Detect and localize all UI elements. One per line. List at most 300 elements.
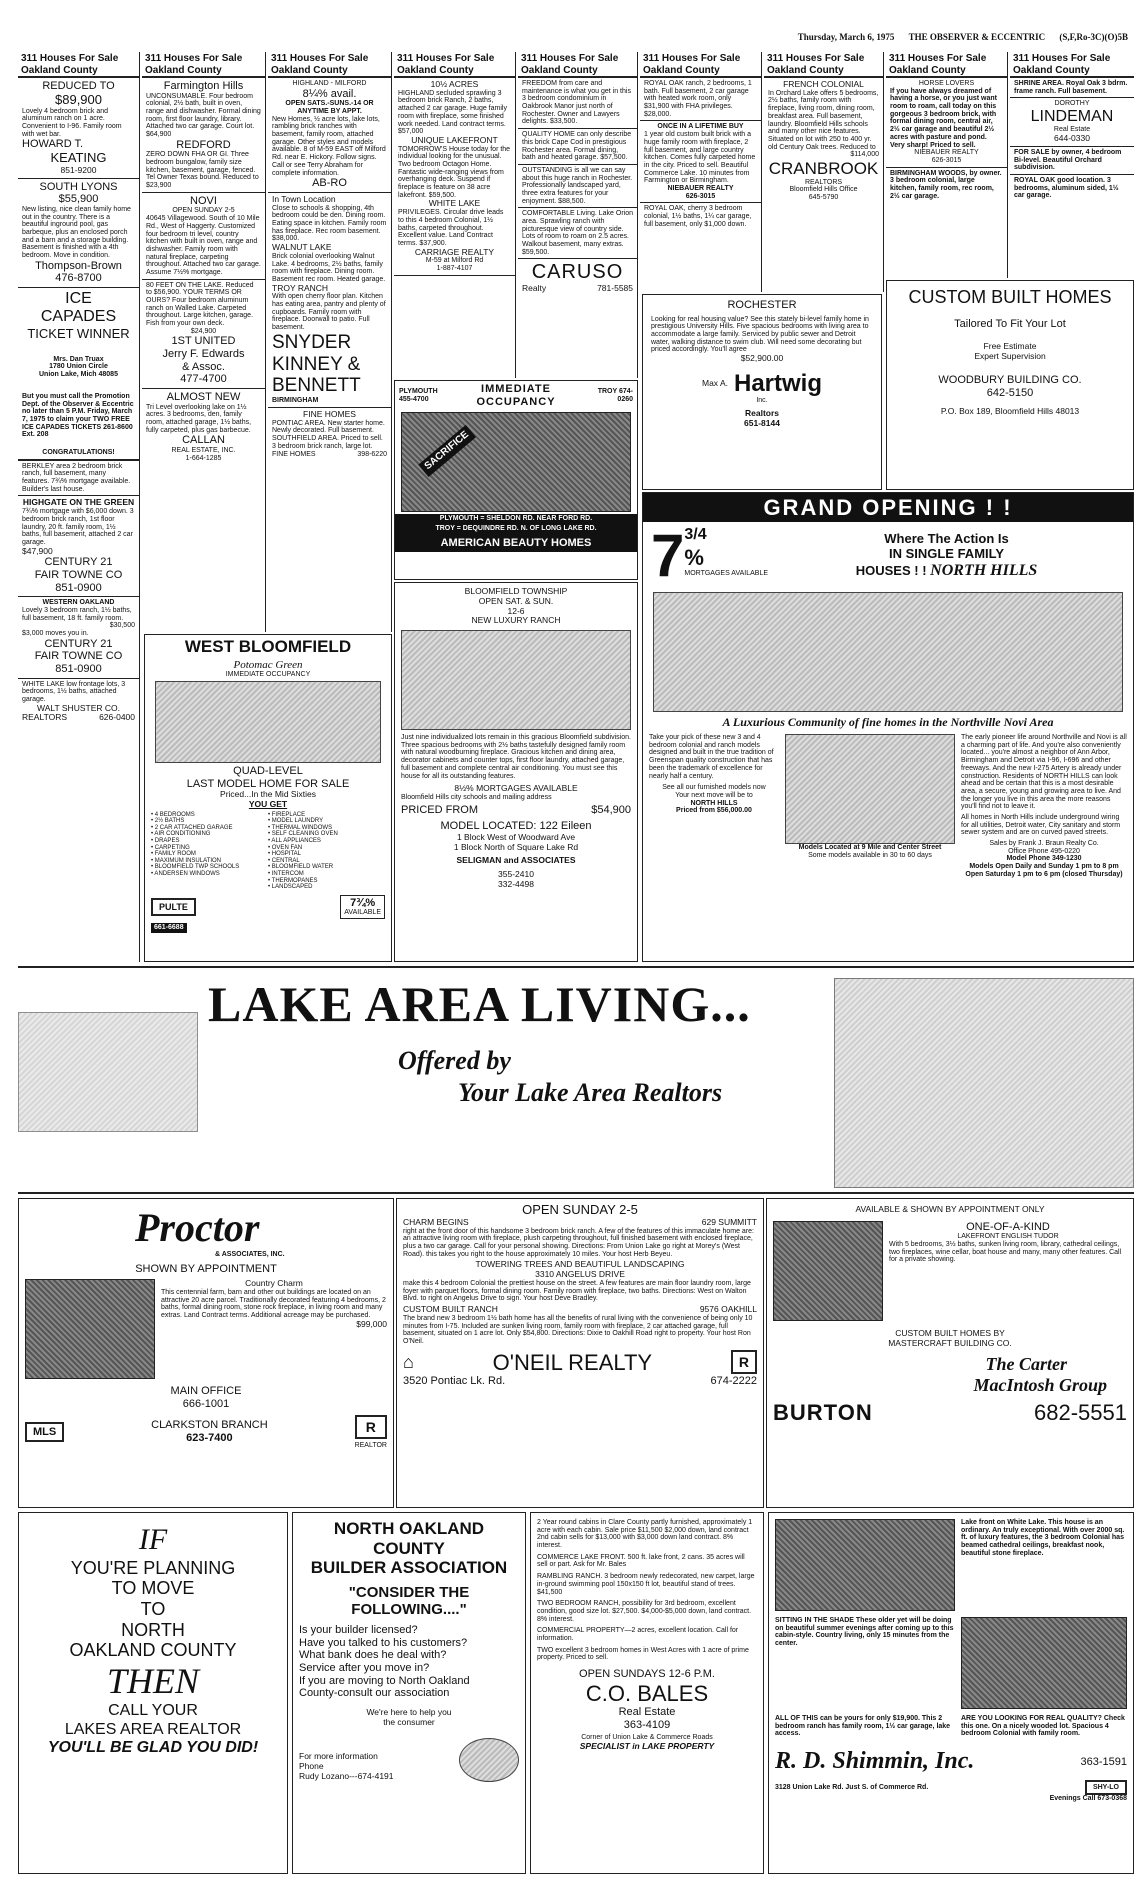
ad-shown: SHOWN BY APPOINTMENT bbox=[135, 1262, 277, 1275]
header-date: Thursday, March 6, 1975 bbox=[797, 32, 895, 42]
column-9 bbox=[1010, 52, 1134, 278]
q6: County-consult our association bbox=[299, 1687, 450, 1700]
ad-text: Lovely 3 bedroom ranch, 1½ baths, full basement, 18 ft. family room. bbox=[22, 606, 132, 622]
ad-title-3: WHITE LAKE bbox=[428, 198, 481, 209]
ad-spec: SPECIALIST in LAKE PROPERTY bbox=[579, 1740, 715, 1751]
ad-oneil bbox=[396, 1198, 764, 1508]
pulte-logo: PULTE bbox=[151, 898, 196, 916]
ad-price: $89,900 bbox=[55, 91, 102, 107]
feature-item: • FAMILY ROOM bbox=[151, 851, 196, 858]
ad-expert: Expert Supervision bbox=[974, 351, 1046, 362]
ad-phone: 851-0900 bbox=[55, 581, 102, 594]
models-loc: Models Located at 9 Mile and Center Street bbox=[798, 844, 942, 852]
ad-phone: 644-0330 bbox=[1054, 133, 1090, 144]
column-header: 311 Houses For Sale Oakland County bbox=[640, 52, 761, 78]
ad-text-2: SOUTHFIELD AREA. Priced to sell. 3 bedroom brick ranch, large lot. bbox=[272, 435, 383, 450]
ad-open: OPEN SAT. & SUN. bbox=[478, 595, 554, 606]
ad-proctor bbox=[18, 1198, 394, 1508]
avail: Some models available in 30 to 60 days bbox=[808, 851, 932, 859]
ad-text: BIRMINGHAM WOODS, by owner. 3 bedroom colonial, large kitchen, family room, rec room, 2½ car garage. bbox=[890, 169, 1002, 200]
ad-title: HIGHLAND - MILFORD bbox=[292, 80, 367, 87]
column-3 bbox=[268, 52, 392, 632]
all-of-text: ALL OF THIS can be yours for only $19,900. This 2 bedroom ranch has family room, 1½ car garage, lake access. bbox=[775, 1715, 951, 1738]
ad-evenings: Evenings Call 673-0368 bbox=[1049, 1795, 1127, 1803]
furnished: See all our furnished models now bbox=[662, 784, 766, 792]
ad-phone: 674-2222 bbox=[710, 1374, 757, 1387]
ad-addr: 3128 Union Lake Rd. Just S. of Commerce Rd. bbox=[775, 1783, 929, 1791]
north-hills-logo: NORTH HILLS bbox=[930, 562, 1038, 580]
ad-plymouth: PLYMOUTH 455-4700 bbox=[399, 387, 438, 403]
ad-title-3: CUSTOM BUILT RANCH bbox=[403, 1304, 498, 1315]
ad-text: OUTSTANDING is all we can say about this huge ranch in Rochester. Professionally landscaped yard, three extra features for your enjoyment. $88,500. bbox=[522, 166, 633, 205]
ad-hours: 12-6 bbox=[507, 605, 525, 616]
ad-main-phone: 666-1001 bbox=[182, 1397, 230, 1410]
feature-item: • ANDERSEN WINDOWS bbox=[151, 871, 220, 878]
ad-text: 80 FEET ON THE LAKE. Reduced to $56,900. YOUR TERMS OR OURS? Four bedroom aluminum ranch on Walled Lake. Carpeted throughout. Large kitchen, garage. Fish from your own deck. bbox=[146, 281, 254, 328]
ad-price: $47,900 bbox=[22, 545, 53, 556]
ad-price: $64,900 bbox=[146, 131, 172, 139]
ad-phone: 398-6220 bbox=[357, 450, 387, 458]
ad-block-2: 1 Block North of Square Lake Rd bbox=[453, 841, 579, 852]
ad-title-3: TROY RANCH bbox=[272, 282, 329, 293]
are-you-text: ARE YOU LOOKING FOR REAL QUALITY? Check this one. On a nicely wooded lot. Spacious 4 bedroom Colonial with family room. bbox=[961, 1715, 1125, 1738]
ad-western bbox=[18, 597, 139, 678]
ad-broker: WALT SHUSTER CO. bbox=[37, 702, 120, 713]
ad-sub: Potomac Green bbox=[233, 658, 303, 671]
column-header: 311 Houses For Sale Oakland County bbox=[518, 52, 637, 78]
ad-text: New listing, nice clean family home out in the country. There is a beautiful inground pool, gas barbeque, plus an enclosed porch and a barn and a storage building. Basement is finished with a 4th bedroom. Move in condition. bbox=[22, 205, 131, 260]
ad-phone: 851-9200 bbox=[60, 164, 97, 175]
ad-po: P.O. Box 189, Bloomfield Hills 48013 bbox=[940, 406, 1080, 417]
ad-phone: 626-3015 bbox=[931, 156, 962, 164]
glad-line: YOU'LL BE GLAD YOU DID! bbox=[47, 1739, 259, 1757]
column-header: 311 Houses For Sale Oakland County bbox=[394, 52, 515, 78]
q1: Is your builder licensed? bbox=[299, 1624, 418, 1637]
ad-shimmin bbox=[768, 1512, 1134, 1874]
hours: Models Open Daily and Sunday 1 pm to 8 pm bbox=[969, 863, 1119, 871]
ad-new: NEW LUXURY RANCH bbox=[471, 615, 561, 626]
sacrifice-banner: SACRIFICE bbox=[418, 425, 475, 477]
ad-realtors: REALTORS bbox=[22, 712, 68, 723]
ad-broker-sub: REAL ESTATE, INC. bbox=[171, 447, 236, 455]
shimmin-logo: R. D. Shimmin, Inc. bbox=[775, 1748, 975, 1775]
ad-city: BIRMINGHAM bbox=[272, 397, 319, 405]
ad-agent: HOWARD T. bbox=[22, 138, 84, 151]
ad-price: $99,000 bbox=[356, 1318, 387, 1329]
carter-logo: The Carter bbox=[985, 1354, 1067, 1375]
ad-highgate bbox=[18, 496, 139, 597]
priced: Priced from $56,000.00 bbox=[676, 807, 752, 815]
ad-broker: SELIGMAN and ASSOCIATES bbox=[456, 855, 576, 866]
ad-mortgages: 8½% MORTGAGES AVAILABLE bbox=[454, 783, 578, 794]
ad-text: right at the front door of this handsome 3 bedroom brick ranch. A few of the features of this immaculate home are: an attractive living room with fireplace, plush carpeting throughout, full finished basement with enclosed fireplace, plus a two car garage. Call for your personal showing. Directions: From Union Lake go right at Morey's (West Road). this takes you right to the house approximately 10 miles. Your host Herb Beyeu. bbox=[403, 1227, 754, 1258]
ad-broker: Hartwig bbox=[733, 369, 822, 397]
feature-item: • INTERCOM bbox=[268, 871, 304, 878]
ad-phone: 642-5150 bbox=[986, 386, 1034, 399]
oakland-line: OAKLAND COUNTY bbox=[69, 1640, 237, 1661]
winner-city: Union Lake, Mich 48085 bbox=[39, 371, 118, 379]
ad-banner: GRAND OPENING ! ! bbox=[643, 493, 1133, 522]
tagline-3: HOUSES ! ! bbox=[855, 563, 927, 579]
ad-text: 1 year old custom built brick with a huge family room with fireplace, 2 full basement, and large country kitchen. Comes fully carpeted home in the city. Priced to sell. Beautiful Commerce Lake. 10 minutes from Farmington or Birmingham. bbox=[644, 131, 756, 185]
right-text: The early pioneer life around Northville and Novi is all a charming part of life. And you're also conveniently located... you're almost a neighbor of Ann Arbor, Birmingham and Detroit via I-96, I-696 and other freeways. And the new I-275 Artery is already under construction. Residents of NORTH HILLS can look ahead and be certain that this is a most desirable area, a secure, young and growing area to live. And the longer you live in this area the more reasons you'll find not to leave it. bbox=[961, 734, 1127, 811]
ad-broker-2: KINNEY & bbox=[272, 353, 361, 375]
column-header: 311 Houses For Sale Oakland County bbox=[1010, 52, 1134, 78]
ad-title: CHARM BEGINS bbox=[403, 1216, 469, 1227]
ad-addr: M-59 at Milford Rd bbox=[425, 257, 484, 265]
right-text-2: All homes in North Hills include underground wiring for all utilities, Detroit water, City sanitary and storm sewer system and are on curved paved streets. bbox=[961, 813, 1121, 837]
lake-drawing-right bbox=[834, 978, 1134, 1188]
ad-agent-2: & Assoc. bbox=[182, 360, 225, 373]
ad-title: 10½ ACRES bbox=[430, 79, 479, 89]
ad-main: MAIN OFFICE bbox=[170, 1385, 242, 1398]
ad-title: Farmington Hills bbox=[163, 80, 244, 92]
ad-title-2: BUILDER ASSOCIATION bbox=[310, 1558, 508, 1578]
ad-title: REDUCED TO bbox=[42, 80, 115, 92]
location-map bbox=[785, 734, 955, 844]
t1: 2 Year round cabins in Clare County partly furnished, approximately 1 acre with each cabin. Sale price $11,500 $2,000 down, land contract 2nd cabin sells for $13,000 with $3,000 down land contract. 8% interest. bbox=[537, 1519, 753, 1550]
ad-agent: Jerry F. Edwards bbox=[162, 348, 245, 361]
ad-builder-association bbox=[292, 1512, 526, 1874]
ad-if-planning bbox=[18, 1512, 288, 1874]
ad-title: CUSTOM BUILT HOMES bbox=[908, 287, 1112, 307]
ad-branch-phone: 623-7400 bbox=[186, 1432, 233, 1444]
ad-caruso bbox=[518, 259, 637, 296]
ad-ice-capades bbox=[18, 288, 139, 461]
ad-text: FREEDOM from care and maintenance is what you get in this 3 bedroom condominium in Oakbrook Manor just north of Rochester. Owner and Lawyers delights. $33,500. bbox=[522, 80, 631, 126]
ad-phone: 682-5551 bbox=[1034, 1399, 1127, 1425]
ad-once bbox=[640, 121, 761, 203]
phone-label: Phone bbox=[299, 1760, 324, 1771]
ad-broker: LINDEMAN bbox=[1030, 108, 1114, 126]
ad-title: FRENCH COLONIAL bbox=[783, 79, 864, 89]
ad-phone: 355-2410 bbox=[498, 869, 534, 880]
ad-title: WEST BLOOMFIELD bbox=[184, 637, 352, 656]
ice-text: But you must call the Promotion Dept. of the Observer & Eccentric no later than 5 P.M. Friday, March 7, 1975 to claim your TWO FREE ICE CAPADES TICKETS 261-8600 Ext. 208 bbox=[22, 392, 134, 439]
ad-title-2: OCCUPANCY bbox=[476, 395, 556, 408]
ad-text: If you have always dreamed of having a horse, or you just want room to roam, call today on this gorgeous 3 bedroom brick, with formal dining room, central air, 2½ car garage and beautiful 2½ acres with pasture and pond. Very sharp! Priced to sell. bbox=[890, 87, 997, 149]
ad-broker: CENTURY 21 bbox=[44, 637, 113, 650]
ad-text: ROYAL OAK good location. 3 bedrooms, aluminum sided, 1½ car garage. bbox=[1014, 176, 1119, 200]
ad-broker-sub: Real Estate bbox=[1053, 126, 1091, 134]
ad-french bbox=[764, 78, 883, 204]
ad-grand-opening bbox=[642, 492, 1134, 962]
ad-highland bbox=[268, 78, 391, 193]
ad-text: With 5 bedrooms, 3½ baths, sunken living room, library, cathedral ceilings, two fireplaces, wine cellar, boat house and many, many other features. Call for a private showing. bbox=[889, 1241, 1122, 1264]
ad-price: $30,500 bbox=[109, 622, 135, 630]
to-line: TO bbox=[140, 1598, 166, 1619]
ad-avail: AVAILABLE bbox=[344, 909, 381, 917]
lake-offered: Offered by bbox=[398, 1046, 511, 1075]
column-4 bbox=[394, 52, 516, 378]
ad-rate: 7¾% bbox=[350, 896, 376, 909]
tudor-photo bbox=[773, 1221, 883, 1321]
tagline-2: IN SINGLE FAMILY bbox=[888, 546, 1005, 562]
farm-photo bbox=[25, 1279, 155, 1379]
feature-item: • 2½ BATHS bbox=[151, 818, 185, 825]
ad-consider: "CONSIDER THE FOLLOWING...." bbox=[348, 1583, 470, 1618]
ad-broker-2: FAIR TOWNE CO bbox=[34, 569, 123, 581]
ad-broker: WOODBURY BUILDING CO. bbox=[938, 373, 1082, 386]
ad-agent-name: KEATING bbox=[50, 149, 107, 165]
ad-broker: AB-RO bbox=[312, 177, 347, 190]
ad-agent: DOROTHY bbox=[1054, 100, 1090, 108]
left-text: Take your pick of these new 3 and 4 bedroom colonial and ranch models designed and built in the true tradition of Greenspan quality construction that has been the trademark of excellence for nearly half a century. bbox=[649, 734, 774, 780]
ad-title: HORSE LOVERS bbox=[918, 80, 975, 87]
ad-text: Lovely 4 bedroom brick and aluminum ranch on 1 acre. Convenient to I-96. Family room with wet bar. bbox=[22, 107, 122, 138]
ad-last: LAST MODEL HOME FOR SALE bbox=[186, 777, 350, 790]
feature-item: • ALL APPLIANCES bbox=[268, 838, 321, 845]
ad-royal bbox=[640, 78, 761, 121]
realtor-r-icon: R bbox=[355, 1415, 387, 1439]
ad-rochester bbox=[642, 294, 882, 490]
ad-phone: 626-0400 bbox=[99, 712, 135, 723]
ad-price: $55,900 bbox=[58, 193, 99, 206]
lakes-line: LAKES AREA REALTOR bbox=[64, 1720, 242, 1738]
ad-schools: Bloomfield Hills city schools and mailing address bbox=[401, 793, 552, 801]
ad-immediate-occupancy bbox=[394, 380, 638, 580]
ad-burton bbox=[766, 1198, 1134, 1508]
ad-text: HIGHLAND secluded sprawling 3 bedroom brick Ranch, 2 baths, attached 2 car garage. Huge family room with fireplace, some finished work needed. Land contract terms. bbox=[398, 89, 507, 128]
ad-lake bbox=[142, 280, 265, 389]
column-header: 311 Houses For Sale Oakland County bbox=[268, 52, 391, 78]
ad-brand: AMERICAN BEAUTY HOMES bbox=[395, 534, 637, 553]
q4: Service after you move in? bbox=[299, 1662, 430, 1675]
info: For more information bbox=[299, 1751, 378, 1762]
ad-broker-sub: REALTORS bbox=[804, 178, 843, 186]
house-drawing bbox=[155, 681, 381, 763]
house-icon: ⌂ bbox=[403, 1351, 414, 1372]
ad-text: PONTIAC AREA. New starter home. Newly decorated. Full basement. bbox=[272, 419, 385, 435]
feature-item: • AIR CONDITIONING bbox=[151, 831, 211, 838]
ad-outstanding bbox=[518, 165, 637, 208]
column-header: 311 Houses For Sale Oakland County bbox=[886, 52, 1007, 78]
ad-title: In Town Location bbox=[272, 193, 336, 204]
ad-phone: 661-6688 bbox=[151, 923, 187, 933]
ad-broker: CENTURY 21 bbox=[44, 556, 113, 569]
rate-percent: % bbox=[684, 544, 704, 570]
ad-text: BERKLEY area 2 bedroom brick ranch, full basement, many features. 7¾% mortgage available. Builder's last house. bbox=[22, 462, 131, 493]
feature-item: • FIREPLACE bbox=[268, 811, 306, 818]
help-2: the consumer bbox=[383, 1716, 435, 1727]
ad-real: Real Estate bbox=[618, 1705, 676, 1718]
q2: Have you talked to his customers? bbox=[299, 1636, 468, 1649]
ad-phone: 476-8700 bbox=[55, 272, 102, 285]
realtor-label: REALTOR bbox=[354, 1441, 387, 1449]
ad-royal-2 bbox=[640, 203, 761, 230]
ad-text: Tri Level overlooking lake on 1½ acres. 3 bedrooms, den, family room, attached garage, 1½ baths, fully carpeted, plus gas barbecue. bbox=[146, 403, 252, 434]
ad-troy: TROY 674-0260 bbox=[597, 387, 633, 403]
rate-fraction: 3/4 bbox=[684, 526, 707, 544]
ad-berkley bbox=[18, 461, 139, 497]
realtor-r-icon: R bbox=[731, 1350, 757, 1374]
ad-broker: FINE HOMES bbox=[272, 450, 316, 458]
ad-inc: Inc. bbox=[756, 397, 768, 405]
t5: COMMERCIAL PROPERTY—2 acres, excellent location. Call for information. bbox=[537, 1627, 739, 1642]
ad-broker: CARRIAGE REALTY bbox=[414, 246, 495, 257]
lake-drawing-left bbox=[18, 1012, 198, 1132]
ad-price: $114,000 bbox=[850, 151, 879, 159]
ad-price: $24,900 bbox=[190, 327, 217, 335]
ad-freedom bbox=[518, 78, 637, 129]
ad-yougt: YOU GET bbox=[248, 798, 288, 809]
ad-text: WHITE LAKE low frontage lots, 3 bedrooms, 1½ baths, attached garage. bbox=[22, 680, 126, 704]
luxurious: A Luxurious Community of fine homes in the Northville Novi Area bbox=[722, 715, 1054, 730]
ad-model-loc: MODEL LOCATED: 122 Eileen bbox=[440, 820, 592, 833]
ad-open: OPEN SUNDAYS 12-6 P.M. bbox=[579, 1668, 715, 1680]
ad-broker: NIEBAUER REALTY bbox=[667, 184, 734, 192]
column-6 bbox=[640, 52, 762, 292]
office-phone: Office Phone 495-0220 bbox=[1008, 847, 1080, 855]
ad-addr: PLYMOUTH = SHELDON RD. NEAR FORD RD. bbox=[395, 514, 637, 524]
help: We're here to help you bbox=[366, 1706, 452, 1717]
ad-royal-oak bbox=[1010, 175, 1134, 202]
ad-office: Bloomfield Hills Office bbox=[789, 186, 858, 194]
ad-bales bbox=[530, 1512, 764, 1874]
ad-price: $54,900 bbox=[591, 803, 631, 816]
north-line: NORTH bbox=[121, 1619, 185, 1640]
ad-price-2: $23,900 bbox=[146, 182, 172, 190]
ad-text: FOR SALE by owner, 4 bedroom Bi-level. Beautiful Orchard subdivision. bbox=[1014, 148, 1122, 172]
ad-text: 40645 Villagewood. South of 10 Mile Rd., West of Haggerty. Customized four bedroom tri level, country kitchen with built in oven, range and dishwasher. Family room with natural fireplace, carpeting throughout. Attached two car garage. Assume 7½% mortgage. bbox=[146, 215, 261, 276]
ad-imm: IMMEDIATE OCCUPANCY bbox=[225, 671, 311, 679]
ad-text: Looking for real housing value? See this stately bi-level family home in prestigious University Hills. Five spacious bedrooms with living area to accommodate a large family. Serviced by public sewer and Detroit water, walking distance to swim club. Will need some decorating but priced accordingly. You'll agree bbox=[651, 315, 869, 354]
ad-rate: 8¼% bbox=[302, 87, 328, 100]
ad-phone: 1-664-1285 bbox=[185, 454, 222, 462]
ad-title: ONE-OF-A-KIND bbox=[966, 1220, 1050, 1233]
feature-item: • LANDSCAPED bbox=[268, 884, 313, 891]
feature-item: • THERMAL WINDOWS bbox=[268, 824, 333, 831]
ad-fine-homes bbox=[268, 408, 391, 460]
ad-broker: SNYDER bbox=[272, 331, 352, 353]
header-paper: THE OBSERVER & ECCENTRIC bbox=[908, 32, 1046, 42]
column-header: 311 Houses For Sale Oakland County bbox=[18, 52, 139, 78]
ad-phone: 363-1591 bbox=[1080, 1755, 1127, 1768]
ad-title: FINE HOMES bbox=[303, 408, 356, 419]
ad-farmington bbox=[142, 78, 265, 193]
ad-text: UNCONSUMABLE. Four bedroom colonial, 2½ bath, built in oven, range and dishwasher. Formal dining room, first floor laundry, library. Attached two car garage. Court lot. bbox=[146, 92, 261, 131]
ad-text-3: PRIVILEGES. Circular drive leads to this 4 bedroom Colonial, 1½ baths, carpeted throughout. Excellent value. Land Contract terms. $37,900. bbox=[398, 209, 504, 247]
page-header bbox=[786, 32, 1128, 42]
ad-text: SHRINE AREA. Royal Oak 3 bdrm. frame ranch. Full basement. bbox=[1014, 80, 1128, 95]
t3: RAMBLING RANCH. 3 bedroom newly redecorated, new carpet, large in-ground swimming pool 150x150 ft lot, beautiful stand of trees. $41,500 bbox=[537, 1573, 755, 1596]
hours-2: Open Saturday 1 pm to 6 pm (closed Thursday) bbox=[965, 870, 1123, 878]
column-header: 311 Houses For Sale Oakland County bbox=[764, 52, 883, 78]
ad-birmingham-woods bbox=[886, 168, 1007, 203]
ad-open: OPEN SATS.-SUNS.-14 OR ANYTIME BY APPT. bbox=[285, 100, 374, 116]
feature-item: • CENTRAL bbox=[268, 857, 300, 864]
ad-broker: CRANBROOK bbox=[768, 158, 879, 178]
feature-item: • THERMOPANES bbox=[268, 877, 318, 884]
ad-footer bbox=[22, 713, 135, 723]
proctor-assoc: & ASSOCIATES, INC. bbox=[215, 1251, 285, 1258]
feature-item: • SELF CLEANING OVEN bbox=[268, 831, 338, 838]
ad-title-2: REDFORD bbox=[176, 138, 231, 151]
model-phone: Model Phone 349-1230 bbox=[1006, 855, 1082, 863]
q3: What bank does he deal with? bbox=[299, 1649, 447, 1662]
move-line: TO MOVE bbox=[111, 1578, 195, 1599]
winner-name: Mrs. Dan Truax bbox=[53, 355, 104, 363]
proctor-logo: Proctor bbox=[135, 1205, 260, 1250]
feature-item: • 4 BEDROOMS bbox=[151, 811, 195, 818]
ad-broker: C.O. BALES bbox=[585, 1680, 709, 1706]
then-line: THEN bbox=[106, 1660, 200, 1701]
ad-phone: 645-5790 bbox=[808, 193, 839, 201]
ad-phone-2: 332-4498 bbox=[498, 878, 534, 889]
ad-charm: Country Charm bbox=[245, 1278, 303, 1289]
ad-down: $3,000 moves you in. bbox=[22, 630, 89, 638]
ad-broker: O'NEIL REALTY bbox=[492, 1349, 653, 1375]
ad-broker-3: BENNETT bbox=[272, 375, 361, 397]
sitting-text: SITTING IN THE SHADE These older yet will be doing on beautiful summer evenings after coming up to this cabin-style. Country living, only 15 minutes from the center. bbox=[775, 1617, 954, 1648]
ad-phone: 363-4109 bbox=[623, 1718, 671, 1731]
congrats: CONGRATULATIONS! bbox=[42, 448, 115, 456]
ad-horse bbox=[886, 78, 1007, 168]
ice-ticket: TICKET WINNER bbox=[27, 325, 130, 341]
ad-price: $57,000 bbox=[398, 128, 424, 136]
ad-broker: CALLAN bbox=[182, 434, 225, 447]
carter-logo-2: MacIntosh Group bbox=[973, 1374, 1107, 1395]
planning-line: YOU'RE PLANNING bbox=[70, 1557, 236, 1578]
winner-addr: 1780 Union Circle bbox=[49, 363, 108, 371]
column-2 bbox=[142, 52, 266, 632]
ad-corner: Corner of Union Lake & Commerce Roads bbox=[581, 1734, 713, 1742]
ad-open: OPEN SUNDAY 2-5 bbox=[522, 1202, 638, 1217]
ad-title: WESTERN OAKLAND bbox=[42, 599, 115, 607]
ice-title: ICE bbox=[65, 290, 92, 308]
next-move: Your next move will be to bbox=[675, 791, 753, 799]
if-line: IF bbox=[138, 1523, 168, 1556]
ad-title-2: UNIQUE LAKEFRONT bbox=[411, 134, 498, 145]
ad-forsale bbox=[1010, 147, 1134, 175]
ad-title: SOUTH LYONS bbox=[39, 180, 118, 193]
lake-realtors: Your Lake Area Realtors bbox=[458, 1078, 723, 1107]
ad-custom-built bbox=[886, 280, 1134, 490]
ad-priced-from: PRICED FROM bbox=[401, 803, 478, 816]
rate-mortgages: MORTGAGES AVAILABLE bbox=[684, 569, 769, 577]
feature-item: • MAXIMUM INSULATION bbox=[151, 857, 221, 864]
ad-title: NOVI bbox=[190, 194, 217, 207]
ad-intown bbox=[268, 193, 391, 408]
ad-title: NORTH OAKLAND COUNTY bbox=[333, 1519, 485, 1558]
ad-text: New Homes, ½ acre lots, lake lots, rambling brick ranches with basement, family room, attached garage. Other styles and models available. 8 of M-59 EAST off Milford Rd. near E. Hickory. Follow signs. Call or see Terry Abraham for complete information. bbox=[272, 115, 386, 177]
t6: TWO excellent 3 bedroom homes in West Acres with 1 acre of prime property. Priced to sell. bbox=[537, 1646, 749, 1662]
ad-broker: 1ST UNITED bbox=[171, 335, 236, 348]
ad-phone: 651-8144 bbox=[744, 417, 780, 428]
column-header: 311 Houses For Sale Oakland County bbox=[142, 52, 265, 78]
feature-item: • OVEN FAN bbox=[268, 844, 303, 851]
house-photo bbox=[401, 412, 631, 512]
lake-front-text: Lake front on White Lake. This house is an ordinary. An truly exceptional. With over 2000 sq. ft. of luxury features, the 3 bedroom Colonial has beamed cathedral ceilings, breakfast nook, beautiful stone fireplace. bbox=[961, 1519, 1125, 1557]
ad-realtors: Realtors bbox=[744, 408, 779, 419]
ad-title-2: WALNUT LAKE bbox=[272, 242, 332, 253]
ice-title-2: CAPADES bbox=[40, 308, 117, 326]
ad-addr: 629 SUMMITT bbox=[701, 1216, 757, 1227]
ad-text-2: TOMORROW'S House today for the individual looking for the unusual. Two bedroom Octagon Home. Fantastic wide-ranging views from overhanging deck. Suspend if fireplace is feature on 38 acre lakefront. $59,500. bbox=[398, 145, 511, 199]
ad-title: IMMEDIATE bbox=[481, 383, 551, 395]
burton-logo: BURTON bbox=[773, 1399, 873, 1425]
lake-title: LAKE AREA LIVING... bbox=[208, 976, 751, 1032]
ad-text: ROYAL OAK ranch, 2 bedrooms, 1 bath. Full basement, 2 car garage with heated work room, only $31,900 with FHA privileges. $28,000. bbox=[644, 80, 752, 118]
contact: Rudy Lozano---674-4191 bbox=[299, 1770, 394, 1781]
ad-title: BLOOMFIELD TOWNSHIP bbox=[464, 586, 568, 596]
ad-text-2: ZERO DOWN FHA OR GI. Three bedroom bungalow, family size kitchen, basement, garage, fenced. Tel Owner Texas bound. Reduced to bbox=[146, 151, 259, 182]
ad-west-bloomfield bbox=[144, 634, 392, 962]
ad-quality bbox=[518, 129, 637, 165]
features-right bbox=[268, 812, 385, 891]
ad-text: Close to schools & shopping, 4th bedroom could be den. Dining room. Eating space in kitchen. Family room has fireplace. Rec room basement. $38,000. bbox=[272, 204, 387, 243]
ad-avail: avail. bbox=[330, 87, 357, 100]
